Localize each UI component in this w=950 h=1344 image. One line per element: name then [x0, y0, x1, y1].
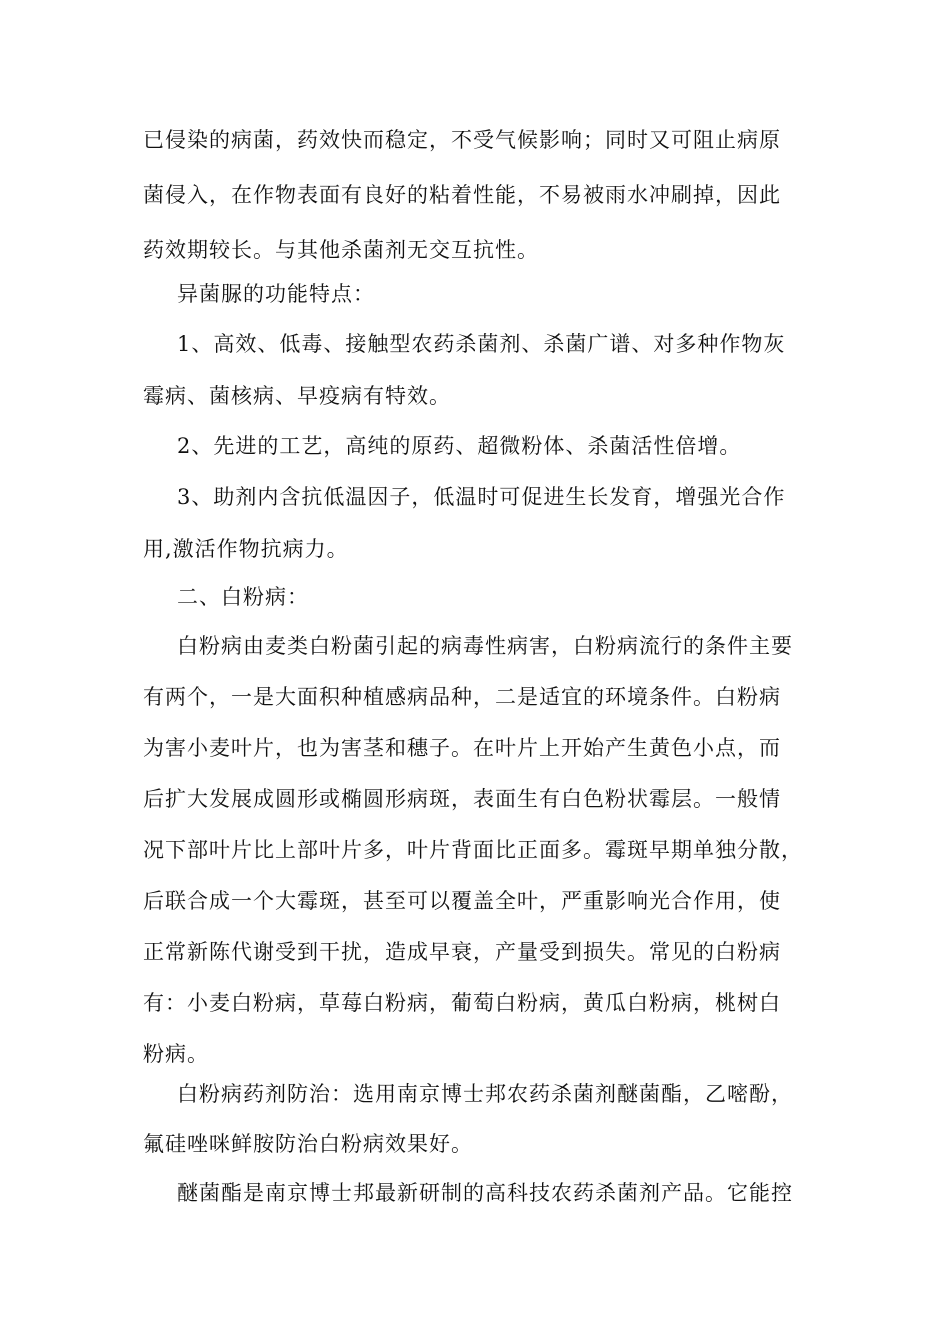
- paragraph-line: 醚菌酯是南京博士邦最新研制的高科技农药杀菌剂产品。它能控: [177, 1181, 793, 1205]
- paragraph-line: 后联合成一个大霉斑，甚至可以覆盖全叶，严重影响光合作用，使: [143, 889, 781, 913]
- paragraph-line: 二、白粉病：: [177, 585, 309, 609]
- paragraph-line: 正常新陈代谢受到干扰，造成早衰，产量受到损失。常见的白粉病: [143, 940, 781, 964]
- section-heading-powdery-mildew: [143, 580, 833, 614]
- paragraph-treatment: [143, 1077, 833, 1161]
- paragraph-continuation: [143, 123, 833, 267]
- paragraph-line: 1、高效、低毒、接触型农药杀菌剂、杀菌广谱、对多种作物灰: [177, 332, 786, 356]
- paragraph-product: [143, 1176, 833, 1210]
- paragraph-line: 霉病、菌核病、早疫病有特效。: [143, 384, 451, 408]
- paragraph-line: 白粉病药剂防治：选用南京博士邦农药杀菌剂醚菌酯，乙嘧酚，: [177, 1082, 793, 1106]
- section-heading-features: [143, 277, 833, 311]
- paragraph-line: 粉病。: [143, 1042, 209, 1066]
- paragraph-line: 药效期较长。与其他杀菌剂无交互抗性。: [143, 238, 539, 262]
- feature-item-3: [143, 480, 833, 566]
- paragraph-line: 2、先进的工艺，高纯的原药、超微粉体、杀菌活性倍增。: [177, 434, 742, 458]
- paragraph-line: 况下部叶片比上部叶片多，叶片背面比正面多。霉斑早期单独分散，: [143, 838, 803, 862]
- paragraph-line: 菌侵入，在作物表面有良好的粘着性能，不易被雨水冲刷掉，因此: [143, 183, 781, 207]
- paragraph-line: 异菌脲的功能特点：: [177, 282, 375, 306]
- paragraph-line: 有两个，一是大面积种植感病品种，二是适宜的环境条件。白粉病: [143, 685, 781, 709]
- paragraph-line: 白粉病由麦类白粉菌引起的病毒性病害，白粉病流行的条件主要: [177, 634, 793, 658]
- paragraph-line: 用,激活作物抗病力。: [143, 537, 349, 561]
- paragraph-line: 为害小麦叶片，也为害茎和穗子。在叶片上开始产生黄色小点，而: [143, 736, 781, 760]
- feature-item-1: [143, 327, 833, 413]
- paragraph-line: 已侵染的病菌，药效快而稳定，不受气候影响；同时又可阻止病原: [143, 128, 781, 152]
- paragraph-line: 后扩大发展成圆形或椭圆形病斑，表面生有白色粉状霉层。一般情: [143, 787, 781, 811]
- paragraph-powdery-mildew: [143, 629, 833, 1071]
- paragraph-line: 氟硅唑咪鲜胺防治白粉病效果好。: [143, 1132, 473, 1156]
- paragraph-line: 3、助剂内含抗低温因子，低温时可促进生长发育，增强光合作: [177, 485, 786, 509]
- feature-item-2: [143, 429, 833, 463]
- paragraph-line: 有：小麦白粉病，草莓白粉病，葡萄白粉病，黄瓜白粉病，桃树白: [143, 991, 781, 1015]
